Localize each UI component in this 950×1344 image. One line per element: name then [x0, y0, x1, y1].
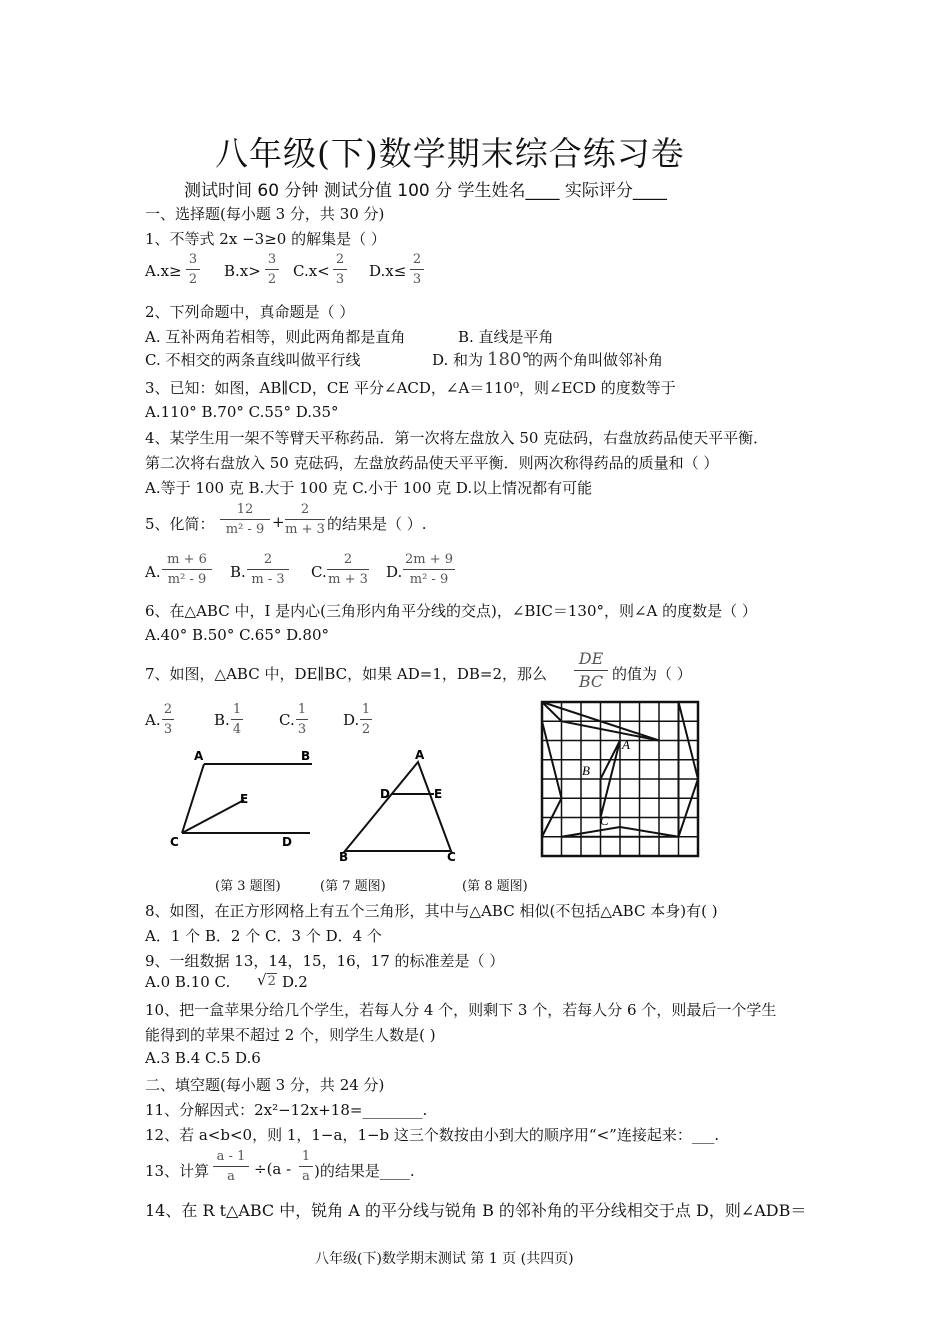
q5-option-a-label: A.	[145, 563, 161, 581]
q9-options-pre: A.0 B.10 C.	[145, 973, 231, 991]
q10-options: A.3 B.4 C.5 D.6	[145, 1049, 261, 1067]
question-8-stem: 8、如图，在正方形网格上有五个三角形，其中与△ABC 相似(不包括△ABC 本身)有( )	[145, 902, 718, 920]
q1-option-a-label: A.x≥	[145, 262, 182, 280]
question-4-line1: 4、某学生用一架不等臂天平称药品．第一次将左盘放入 50 克砝码，右盘放药品使天平平衡．	[145, 429, 769, 447]
q5-option-d-fraction: 2m + 9 m² - 9	[404, 552, 454, 587]
q7-stem-fraction: DE BC	[574, 651, 608, 690]
q8-options: A．1 个 B．2 个 C．3 个 D．4 个	[145, 927, 382, 945]
q9-sqrt-value: 2	[267, 974, 276, 989]
q5-option-b-fraction: 2 m - 3	[247, 553, 289, 586]
question-6-stem: 6、在△ABC 中，I 是内心(三角形内角平分线的交点)，∠BIC＝130°，则∠A 的度数是（ ）	[145, 602, 757, 620]
page-title: 八年级(下)数学期末综合练习卷	[215, 134, 685, 173]
q7-option-d-fraction: 1 2	[361, 702, 371, 737]
fig3-label-a: A	[194, 749, 204, 763]
fig7-label-a: A	[415, 748, 425, 762]
q5-plus-sign: +	[272, 513, 285, 531]
question-10-line2: 能得到的苹果不超过 2 个，则学生人数是( )	[145, 1026, 436, 1044]
q9-options-post: D.2	[282, 973, 308, 991]
page-footer: 八年级(下)数学期末测试 第 1 页 (共四页)	[315, 1251, 574, 1267]
q7-option-d-label: D.	[343, 711, 360, 729]
q2-option-d-value: 180°	[487, 349, 531, 370]
question-12: 12、若 a<b<0，则 1，1−a，1−b 这三个数按由小到大的顺序用“<”连接起来：___.	[145, 1126, 720, 1144]
fig3-label-c: C	[170, 835, 179, 849]
q13-fraction-1: a - 1 a	[213, 1150, 249, 1183]
fig7-label-b: B	[339, 850, 349, 864]
caption-figure-3: (第 3 题图)	[215, 879, 281, 894]
question-13-post: )的结果是____.	[314, 1162, 415, 1180]
q7-option-c-label: C.	[279, 711, 295, 729]
q7-option-a-label: A.	[145, 711, 161, 729]
question-10-line1: 10、把一盒苹果分给几个学生，若每人分 4 个，则剩下 3 个，若每人分 6 个，则最后一个学生	[145, 1001, 777, 1019]
question-7-stem-post: 的值为（ ）	[612, 665, 692, 683]
question-1-stem: 1、不等式 2x −3≥0 的解集是（ ）	[145, 230, 386, 248]
section-heading-fill-in: 二、填空题(每小题 3 分，共 24 分)	[145, 1076, 385, 1094]
q3-options: A.110° B.70° C.55° D.35°	[145, 403, 339, 421]
fig3-label-b: B	[301, 749, 311, 763]
q7-option-b-label: B.	[214, 711, 230, 729]
q7-option-b-fraction: 1 4	[232, 702, 242, 737]
question-14: 14、在 R t△ABC 中，锐角 A 的平分线与锐角 B 的邻补角的平分线相交于点 D，则∠ADB＝	[145, 1201, 807, 1220]
q5-option-d-label: D.	[386, 563, 403, 581]
question-4-line2: 第二次将右盘放入 50 克砝码，左盘放药品使天平平衡．则两次称得药品的质量和（ ）	[145, 454, 719, 472]
question-11: 11、分解因式：2x²−12x+18=________.	[145, 1101, 428, 1119]
question-7-stem-pre: 7、如图，△ABC 中，DE∥BC，如果 AD=1，DB=2，那么	[145, 665, 548, 683]
q13-fraction-2: 1 a	[299, 1150, 313, 1183]
q7-option-a-fraction: 2 3	[163, 702, 173, 737]
fig3-label-e: E	[240, 792, 249, 806]
q1-option-c-fraction: 2 3	[333, 253, 347, 286]
question-5-stem-pre: 5、化简：	[145, 515, 215, 533]
q1-option-b-label: B.x>	[224, 262, 261, 280]
q2-option-c: C. 不相交的两条直线叫做平行线	[145, 351, 361, 369]
question-5-stem-post: 的结果是（ ）.	[327, 515, 427, 533]
q1-option-a-fraction: 3 2	[186, 253, 200, 286]
section-heading-choice: 一、选择题(每小题 3 分，共 30 分)	[145, 205, 385, 223]
fig8-label-c: C	[600, 813, 609, 828]
q4-options: A.等于 100 克 B.大于 100 克 C.小于 100 克 D.以上情况都有可能	[145, 479, 593, 497]
question-13-pre: 13、计算	[145, 1162, 210, 1180]
q6-options: A.40° B.50° C.65° D.80°	[145, 626, 330, 644]
q5-option-c-label: C.	[311, 563, 327, 581]
figure-q7	[335, 748, 465, 866]
figure-q3	[160, 745, 320, 850]
caption-figure-7: (第 7 题图)	[320, 879, 386, 894]
q5-fraction-2: 2 m + 3	[285, 502, 325, 537]
caption-figure-8: (第 8 题图)	[462, 879, 528, 894]
question-2-stem: 2、下列命题中，真命题是（ ）	[145, 303, 355, 321]
q9-sqrt-sign: √2	[257, 971, 276, 989]
fig7-triangle-abc	[345, 762, 451, 851]
fig8-triangle-right	[679, 702, 699, 837]
fig7-label-c: C	[447, 850, 456, 864]
fig8-label-b: B	[582, 763, 590, 778]
question-9-stem: 9、一组数据 13，14，15，16，17 的标准差是（ ）	[145, 952, 505, 970]
q5-fraction-1: 12 m² - 9	[220, 503, 270, 536]
q5-option-b-label: B.	[230, 563, 246, 581]
page-subtitle: 测试时间 60 分钟 测试分值 100 分 学生姓名____ 实际评分____	[184, 181, 667, 201]
q5-option-c-fraction: 2 m + 3	[328, 552, 368, 587]
fig3-label-d: D	[282, 835, 292, 849]
q2-option-d-pre: D. 和为	[432, 351, 484, 369]
q7-option-c-fraction: 1 3	[297, 702, 307, 737]
q1-option-b-fraction: 3 2	[265, 253, 279, 286]
fig8-label-a: A	[622, 737, 630, 752]
q2-option-a: A. 互补两角若相等，则此两角都是直角	[145, 328, 406, 346]
q5-option-a-fraction: m + 6 m² - 9	[162, 553, 212, 586]
figure-q8	[536, 697, 704, 863]
fig7-label-e: E	[434, 787, 443, 801]
q2-option-d-post: 的两个角叫做邻补角	[528, 351, 664, 369]
q2-option-b: B. 直线是平角	[458, 328, 554, 346]
fig7-label-d: D	[380, 787, 390, 801]
q1-option-d-label: D.x≤	[369, 262, 407, 280]
q1-option-c-label: C.x<	[293, 262, 330, 280]
q13-mid: ÷(a -	[254, 1160, 292, 1178]
q1-option-d-fraction: 2 3	[410, 253, 424, 286]
question-3-stem: 3、已知：如图，AB∥CD，CE 平分∠ACD，∠A＝110⁰，则∠ECD 的度数等于	[145, 379, 676, 397]
